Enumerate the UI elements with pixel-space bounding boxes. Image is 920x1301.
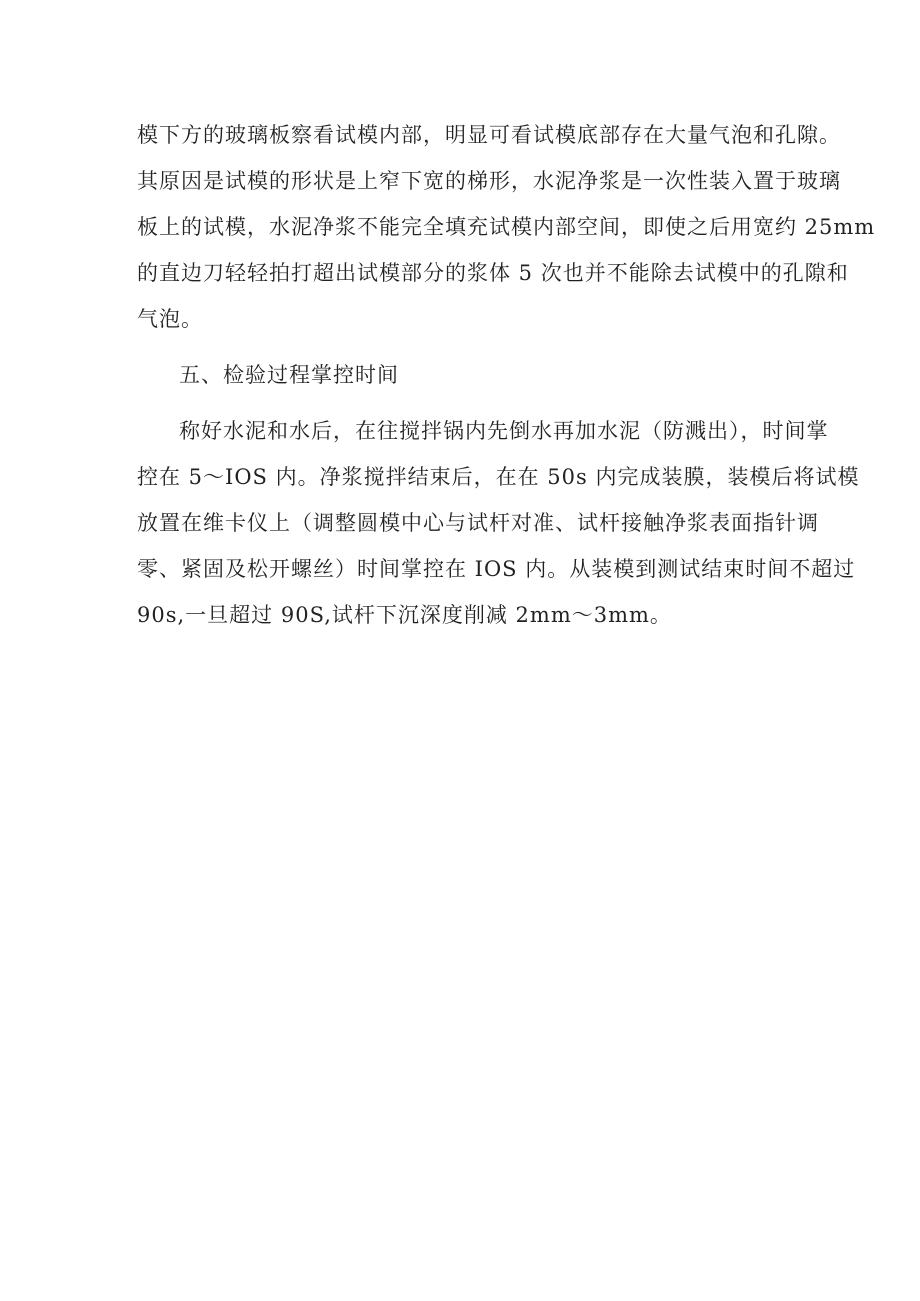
paragraph-time-control [137,408,860,638]
section-heading: 五、检验过程掌控时间 [179,363,399,387]
text-line: 称好水泥和水后，在往搅拌锅内先倒水再加水泥（防溅出），时间掌 [179,419,829,443]
text-line: 其原因是试模的形状是上窄下宽的梯形，水泥净浆是一次性装入置于玻璃 [137,169,841,193]
text-line: 控在 5～IOS 内。净浆搅拌结束后，在在 50s 内完成装膜，装模后将试模 [137,465,860,489]
text-line: 零、紧固及松开螺丝）时间掌控在 IOS 内。从装模到测试结束时间不超过 [137,557,856,581]
text-line: 90s,一旦超过 90S,试杆下沉深度削减 2mm～3mm。 [137,603,672,627]
text-line: 板上的试模，水泥净浆不能完全填充试模内部空间，即使之后用宽约 25mm [137,215,876,239]
text-line: 的直边刀轻轻拍打超出试模部分的浆体 5 次也并不能除去试模中的孔隙和 [137,261,849,285]
document-page [137,112,876,638]
text-line: 气泡。 [137,307,203,331]
text-line: 模下方的玻璃板察看试模内部，明显可看试模底部存在大量气泡和孔隙。 [137,123,841,147]
text-line: 放置在维卡仪上（调整圆模中心与试杆对准、试杆接触净浆表面指针调 [137,511,819,535]
paragraph-air-bubbles [137,112,876,342]
